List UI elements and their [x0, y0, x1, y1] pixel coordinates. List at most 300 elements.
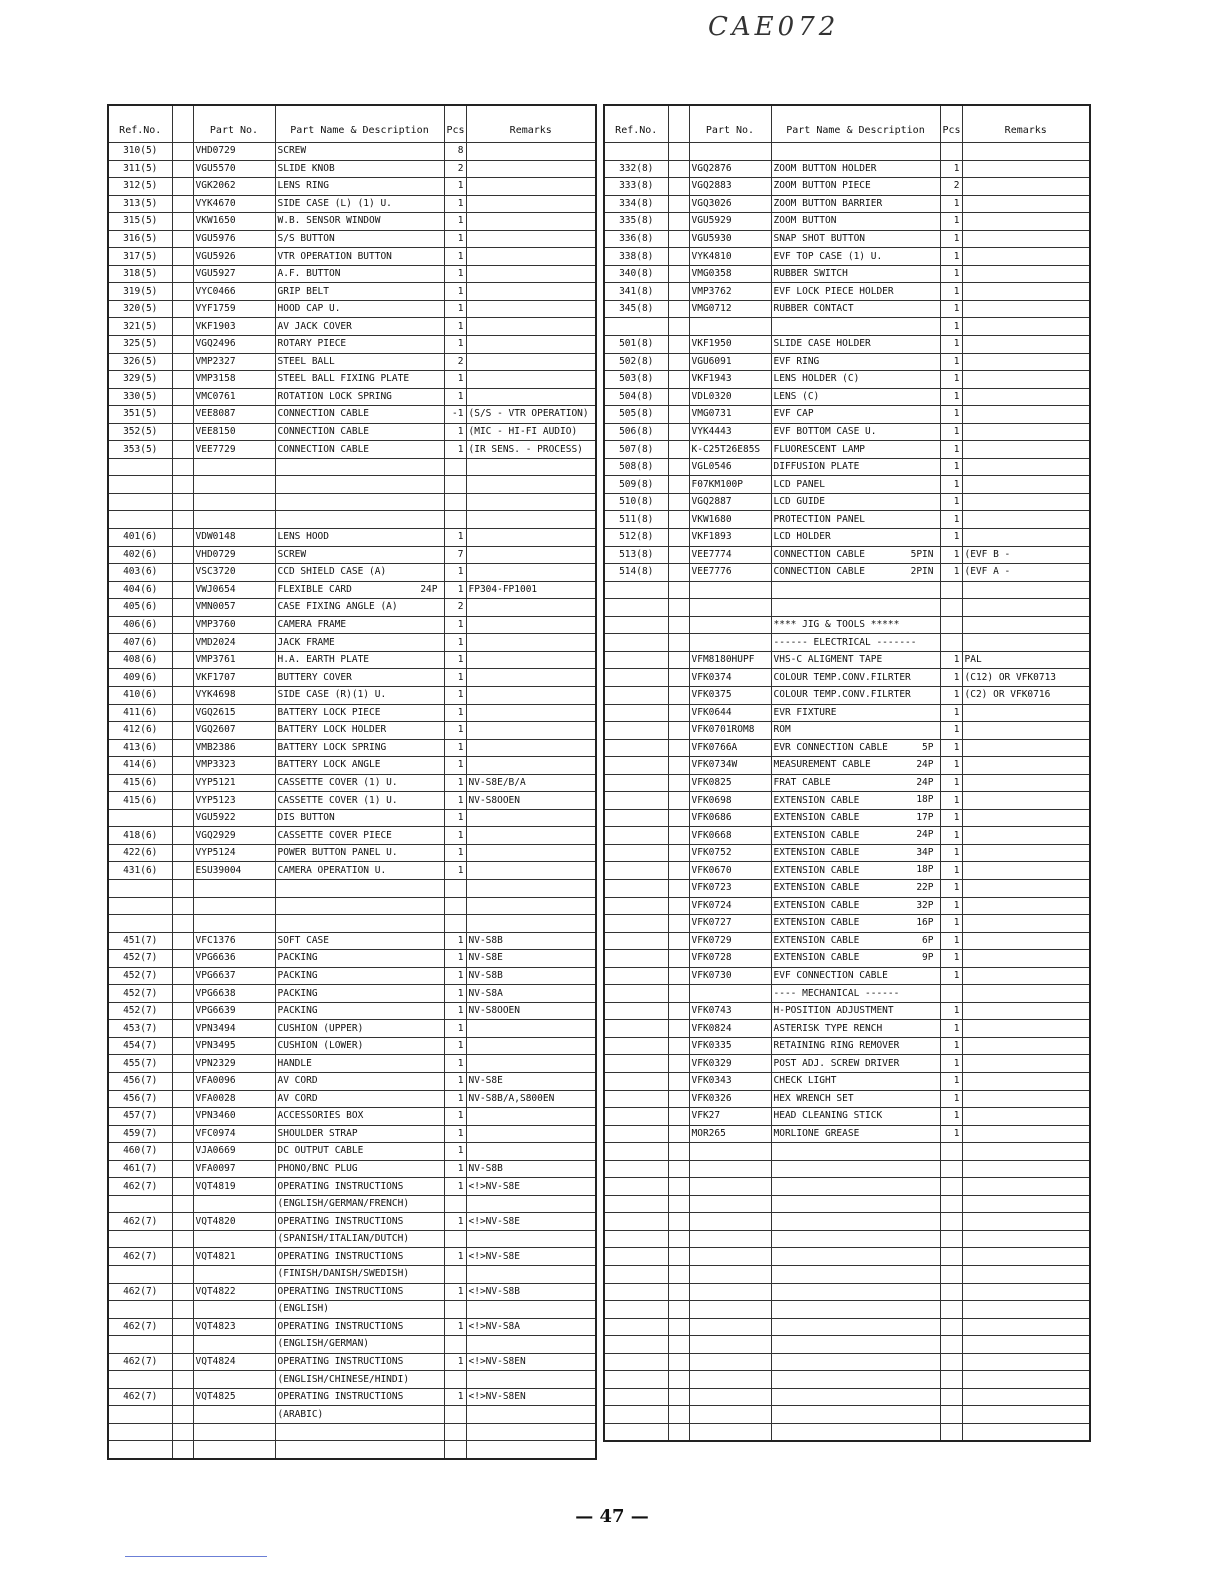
description-cell: [275, 248, 444, 266]
ref-text: 507(8): [619, 443, 654, 455]
description-cell: [771, 1090, 940, 1108]
ref-text: 411(6): [123, 706, 158, 718]
description-cell: [771, 722, 940, 740]
table-row: [604, 160, 1090, 178]
part-no-text: VEE7729: [195, 443, 236, 455]
spacer-cell: [668, 248, 689, 266]
part-no-text: VYK4443: [691, 426, 732, 438]
ref-cell: [108, 1178, 172, 1196]
pcs-cell: [940, 967, 962, 985]
description-text: MEASUREMENT CABLE: [773, 759, 871, 771]
ref-cell: [108, 1248, 172, 1266]
description-text: PHONO/BNC PLUG: [277, 1162, 358, 1174]
pcs-cell: [444, 160, 466, 178]
pcs-cell: [444, 195, 466, 213]
spacer-cell: [172, 546, 193, 564]
ref-cell: [604, 1423, 668, 1441]
part-no-cell: [689, 1318, 771, 1336]
description-cell: [771, 669, 940, 687]
pcs-cell: [444, 581, 466, 599]
spacer-cell: [172, 757, 193, 775]
part-no-text: VFK0723: [691, 882, 732, 894]
ref-cell: [108, 1318, 172, 1336]
part-no-cell: [193, 1213, 275, 1231]
part-no-cell: [689, 423, 771, 441]
ref-cell: [604, 581, 668, 599]
pcs-text: 1: [457, 303, 464, 315]
spacer-cell: [172, 1037, 193, 1055]
ref-cell: [604, 1406, 668, 1424]
table-row: [108, 300, 596, 318]
remarks-cell: [466, 178, 596, 196]
spacer-cell: [668, 862, 689, 880]
part-no-text: VKF1893: [691, 531, 732, 543]
table-row: [108, 1195, 596, 1213]
part-no-text: VMG0731: [691, 408, 732, 420]
pcs-text: 1: [953, 215, 960, 227]
remarks-cell: [466, 1248, 596, 1266]
part-no-cell: [689, 739, 771, 757]
pin-count-text: 24P: [916, 829, 934, 841]
description-cell: [275, 300, 444, 318]
part-no-text: VEE7776: [691, 566, 732, 578]
pcs-text: 1: [953, 355, 960, 367]
pcs-text: 1: [953, 408, 960, 420]
ref-cell: [108, 897, 172, 915]
description-text: PACKING: [277, 969, 318, 981]
pcs-cell: [444, 932, 466, 950]
spacer-cell: [668, 792, 689, 810]
description-cell: [275, 616, 444, 634]
remarks-cell: [466, 283, 596, 301]
part-no-cell: [689, 511, 771, 529]
pcs-cell: [940, 1143, 962, 1161]
table-row: [108, 651, 596, 669]
spacer-cell: [668, 809, 689, 827]
spacer-cell: [668, 757, 689, 775]
description-text: ZOOM BUTTON BARRIER: [773, 197, 883, 209]
pcs-cell: [940, 739, 962, 757]
part-no-cell: [193, 423, 275, 441]
pcs-cell: [940, 195, 962, 213]
spacer-cell: [172, 739, 193, 757]
remarks-text: <!>NV-S8E: [468, 1215, 520, 1227]
ref-cell: [108, 879, 172, 897]
remarks-cell: [962, 1336, 1090, 1354]
table-row: [604, 1108, 1090, 1126]
remarks-cell: [466, 300, 596, 318]
remarks-cell: [466, 616, 596, 634]
ref-cell: [604, 1388, 668, 1406]
spacer-cell: [172, 686, 193, 704]
pcs-text: 1: [953, 689, 960, 701]
pcs-text: 1: [953, 812, 960, 824]
description-cell: [275, 546, 444, 564]
pcs-text: 1: [457, 706, 464, 718]
part-no-cell: [193, 458, 275, 476]
table-row: [604, 511, 1090, 529]
spacer-cell: [668, 1125, 689, 1143]
spacer-cell: [668, 1178, 689, 1196]
pcs-cell: [940, 511, 962, 529]
ref-text: 455(7): [123, 1057, 158, 1069]
description-text: ASTERISK TYPE RENCH: [773, 1022, 883, 1034]
remarks-cell: [466, 879, 596, 897]
spacer-cell: [172, 529, 193, 547]
ref-cell: [604, 1371, 668, 1389]
ref-cell: [604, 1195, 668, 1213]
ref-text: 453(7): [123, 1022, 158, 1034]
part-no-cell: [689, 1160, 771, 1178]
pcs-cell: [940, 1002, 962, 1020]
pcs-cell: [444, 511, 466, 529]
pcs-cell: [940, 581, 962, 599]
pcs-cell: [444, 1002, 466, 1020]
spacer-cell: [172, 809, 193, 827]
ref-cell: [604, 669, 668, 687]
pcs-text: 1: [953, 566, 960, 578]
part-no-text: VFM8180HUPF: [691, 654, 755, 666]
pcs-text: 1: [457, 268, 464, 280]
pcs-text: 1: [457, 829, 464, 841]
table-row: [108, 353, 596, 371]
pcs-text: 1: [953, 268, 960, 280]
pin-count-text: 17P: [916, 811, 934, 823]
description-text: AV CORD: [277, 1092, 318, 1104]
remarks-cell: [962, 1143, 1090, 1161]
part-no-text: F07KM100P: [691, 478, 743, 490]
pcs-cell: [940, 862, 962, 880]
table-row: [108, 318, 596, 336]
pcs-cell: [940, 634, 962, 652]
col-pcs: Pcs: [444, 105, 466, 143]
remarks-cell: [466, 1195, 596, 1213]
table-row: [108, 950, 596, 968]
part-no-text: VFK0743: [691, 1005, 732, 1017]
spacer-cell: [172, 476, 193, 494]
pcs-cell: [940, 1371, 962, 1389]
description-text: COLOUR TEMP.CONV.FILRTER: [773, 689, 911, 701]
ref-cell: [604, 862, 668, 880]
description-cell: [275, 1406, 444, 1424]
part-no-text: VHD0729: [195, 145, 236, 157]
description-cell: [275, 581, 444, 599]
table-row: [108, 879, 596, 897]
spacer-cell: [172, 844, 193, 862]
table-row: [604, 213, 1090, 231]
table-row: [604, 722, 1090, 740]
spacer-cell: [172, 774, 193, 792]
part-no-cell: [689, 792, 771, 810]
remarks-cell: [466, 634, 596, 652]
description-cell: [771, 511, 940, 529]
description-cell: [771, 143, 940, 161]
spacer-cell: [668, 967, 689, 985]
pcs-cell: [940, 1406, 962, 1424]
part-no-cell: [193, 1108, 275, 1126]
spacer-cell: [668, 1143, 689, 1161]
remarks-cell: [466, 1213, 596, 1231]
ref-text: 456(7): [123, 1092, 158, 1104]
ref-cell: [108, 283, 172, 301]
table-row: [108, 1423, 596, 1441]
pcs-cell: [940, 1248, 962, 1266]
part-no-cell: [689, 1371, 771, 1389]
remarks-cell: [962, 248, 1090, 266]
pcs-cell: [940, 300, 962, 318]
ref-cell: [108, 757, 172, 775]
ref-text: 312(5): [123, 180, 158, 192]
description-text: CUSHION (LOWER): [277, 1040, 364, 1052]
pcs-cell: [444, 1301, 466, 1319]
remarks-cell: [962, 178, 1090, 196]
pcs-cell: [444, 493, 466, 511]
ref-cell: [604, 511, 668, 529]
remarks-cell: [962, 1020, 1090, 1038]
table-row: [108, 1108, 596, 1126]
description-cell: [771, 1336, 940, 1354]
ref-cell: [604, 1002, 668, 1020]
table-row: [108, 195, 596, 213]
spacer-cell: [172, 406, 193, 424]
pcs-text: 1: [953, 513, 960, 525]
table-row: [108, 371, 596, 389]
description-text: CASSETTE COVER (1) U.: [277, 776, 398, 788]
part-no-cell: [193, 1160, 275, 1178]
ref-cell: [604, 406, 668, 424]
description-text: (ENGLISH/GERMAN): [277, 1338, 370, 1350]
description-text: OPERATING INSTRUCTIONS: [277, 1250, 404, 1262]
ref-cell: [108, 1441, 172, 1459]
pcs-cell: [444, 967, 466, 985]
part-no-cell: [193, 1002, 275, 1020]
table-row: [604, 651, 1090, 669]
ref-cell: [108, 1090, 172, 1108]
description-text: CAMERA FRAME: [277, 619, 347, 631]
spacer-cell: [172, 967, 193, 985]
table-row: [108, 248, 596, 266]
ref-cell: [108, 1002, 172, 1020]
part-no-cell: [689, 318, 771, 336]
pcs-text: 1: [953, 250, 960, 262]
pcs-cell: [940, 897, 962, 915]
pcs-cell: [940, 265, 962, 283]
description-cell: [275, 511, 444, 529]
part-no-text: VPN3494: [195, 1022, 236, 1034]
description-cell: [275, 950, 444, 968]
description-cell: [771, 686, 940, 704]
description-text: LCD HOLDER: [773, 531, 831, 543]
description-cell: [771, 809, 940, 827]
table-row: [108, 406, 596, 424]
remarks-cell: [962, 581, 1090, 599]
pcs-cell: [444, 1055, 466, 1073]
table-row: [604, 1283, 1090, 1301]
pcs-text: 1: [953, 1005, 960, 1017]
ref-cell: [108, 195, 172, 213]
part-no-cell: [689, 1020, 771, 1038]
ref-cell: [604, 844, 668, 862]
description-text: SLIDE KNOB: [277, 162, 335, 174]
table-row: [108, 458, 596, 476]
part-no-text: VWJ0654: [195, 583, 236, 595]
pcs-cell: [940, 616, 962, 634]
ref-cell: [604, 809, 668, 827]
remarks-cell: [466, 336, 596, 354]
description-cell: [275, 686, 444, 704]
remarks-cell: [466, 248, 596, 266]
remarks-cell: [962, 651, 1090, 669]
remarks-cell: [466, 809, 596, 827]
part-no-cell: [193, 1125, 275, 1143]
pcs-cell: [940, 178, 962, 196]
spacer-cell: [668, 1020, 689, 1038]
description-cell: [771, 476, 940, 494]
part-no-cell: [689, 757, 771, 775]
pcs-cell: [444, 441, 466, 459]
part-no-cell: [689, 1178, 771, 1196]
spacer-cell: [172, 1230, 193, 1248]
remarks-text: (C2) OR VFK0716: [964, 689, 1051, 701]
description-cell: [275, 809, 444, 827]
pcs-cell: [940, 353, 962, 371]
pcs-cell: [940, 1090, 962, 1108]
remarks-cell: [466, 722, 596, 740]
remarks-cell: [962, 564, 1090, 582]
ref-text: 403(6): [123, 566, 158, 578]
remarks-cell: [466, 1423, 596, 1441]
pcs-cell: [940, 441, 962, 459]
spacer-cell: [172, 1090, 193, 1108]
remarks-cell: [466, 458, 596, 476]
description-text: FLEXIBLE CARD: [277, 583, 352, 595]
pcs-text: 1: [953, 829, 960, 841]
pcs-text: -1: [452, 408, 464, 420]
description-text: DIS BUTTON: [277, 812, 335, 824]
pcs-cell: [940, 1195, 962, 1213]
pcs-cell: [940, 546, 962, 564]
table-row: [108, 441, 596, 459]
spacer-cell: [668, 318, 689, 336]
part-no-cell: [193, 599, 275, 617]
pcs-cell: [444, 739, 466, 757]
table-header-row: [108, 105, 596, 143]
remarks-cell: [962, 1160, 1090, 1178]
part-no-cell: [689, 371, 771, 389]
ref-text: 509(8): [619, 478, 654, 490]
pcs-cell: [444, 318, 466, 336]
description-text: EXTENSION CABLE: [773, 847, 860, 859]
pcs-text: 1: [457, 426, 464, 438]
part-no-text: VFK0824: [691, 1022, 732, 1034]
description-text: EVR FIXTURE: [773, 706, 837, 718]
pcs-cell: [940, 1037, 962, 1055]
part-no-text: VFC1376: [195, 934, 236, 946]
ref-text: 340(8): [619, 268, 654, 280]
spacer-cell: [172, 300, 193, 318]
spacer-cell: [668, 581, 689, 599]
pcs-cell: [940, 1353, 962, 1371]
spacer-cell: [668, 1002, 689, 1020]
pcs-cell: [444, 564, 466, 582]
part-no-text: VFK0343: [691, 1075, 732, 1087]
remarks-cell: [466, 318, 596, 336]
part-no-text: VGQ2883: [691, 180, 732, 192]
description-text: CHECK LIGHT: [773, 1075, 837, 1087]
ref-cell: [604, 1301, 668, 1319]
part-no-text: VGQ2496: [195, 338, 236, 350]
pcs-text: 7: [457, 548, 464, 560]
remarks-cell: [466, 932, 596, 950]
table-row: [108, 493, 596, 511]
part-no-text: VYK4810: [691, 250, 732, 262]
remarks-cell: [962, 862, 1090, 880]
part-no-cell: [689, 1125, 771, 1143]
pcs-cell: [444, 792, 466, 810]
description-cell: [771, 406, 940, 424]
description-cell: [771, 792, 940, 810]
pcs-text: 1: [953, 864, 960, 876]
part-no-text: VFK0727: [691, 917, 732, 929]
remarks-cell: [962, 458, 1090, 476]
ref-text: 313(5): [123, 197, 158, 209]
pcs-text: 1: [457, 1092, 464, 1104]
spacer-cell: [172, 722, 193, 740]
ref-text: 338(8): [619, 250, 654, 262]
table-row: [108, 599, 596, 617]
description-cell: [275, 1125, 444, 1143]
pcs-text: 1: [953, 285, 960, 297]
remarks-cell: [466, 388, 596, 406]
ref-text: 414(6): [123, 759, 158, 771]
remarks-cell: [962, 1423, 1090, 1441]
ref-text: 319(5): [123, 285, 158, 297]
remarks-cell: [466, 511, 596, 529]
pcs-text: 1: [953, 390, 960, 402]
ref-text: 415(6): [123, 794, 158, 806]
part-no-text: VYP5121: [195, 776, 236, 788]
description-cell: [275, 195, 444, 213]
ref-cell: [604, 546, 668, 564]
remarks-cell: [962, 774, 1090, 792]
part-no-cell: [193, 1371, 275, 1389]
part-no-text: VPG6638: [195, 987, 236, 999]
pcs-text: 1: [953, 320, 960, 332]
part-no-text: VEE8087: [195, 408, 236, 420]
ref-cell: [108, 476, 172, 494]
table-row: [108, 844, 596, 862]
part-no-cell: [689, 616, 771, 634]
pcs-cell: [444, 809, 466, 827]
ref-cell: [108, 406, 172, 424]
remarks-cell: [466, 1388, 596, 1406]
ref-cell: [604, 1108, 668, 1126]
table-row: [604, 406, 1090, 424]
remarks-cell: [962, 616, 1090, 634]
description-cell: [275, 1020, 444, 1038]
remarks-cell: [466, 195, 596, 213]
pcs-cell: [444, 371, 466, 389]
ref-cell: [604, 1090, 668, 1108]
pcs-text: 1: [953, 969, 960, 981]
spacer-cell: [668, 1353, 689, 1371]
spacer-cell: [668, 686, 689, 704]
part-no-cell: [193, 915, 275, 933]
description-cell: [771, 318, 940, 336]
table-row: [604, 1020, 1090, 1038]
description-text: A.F. BUTTON: [277, 268, 341, 280]
spacer-cell: [668, 230, 689, 248]
